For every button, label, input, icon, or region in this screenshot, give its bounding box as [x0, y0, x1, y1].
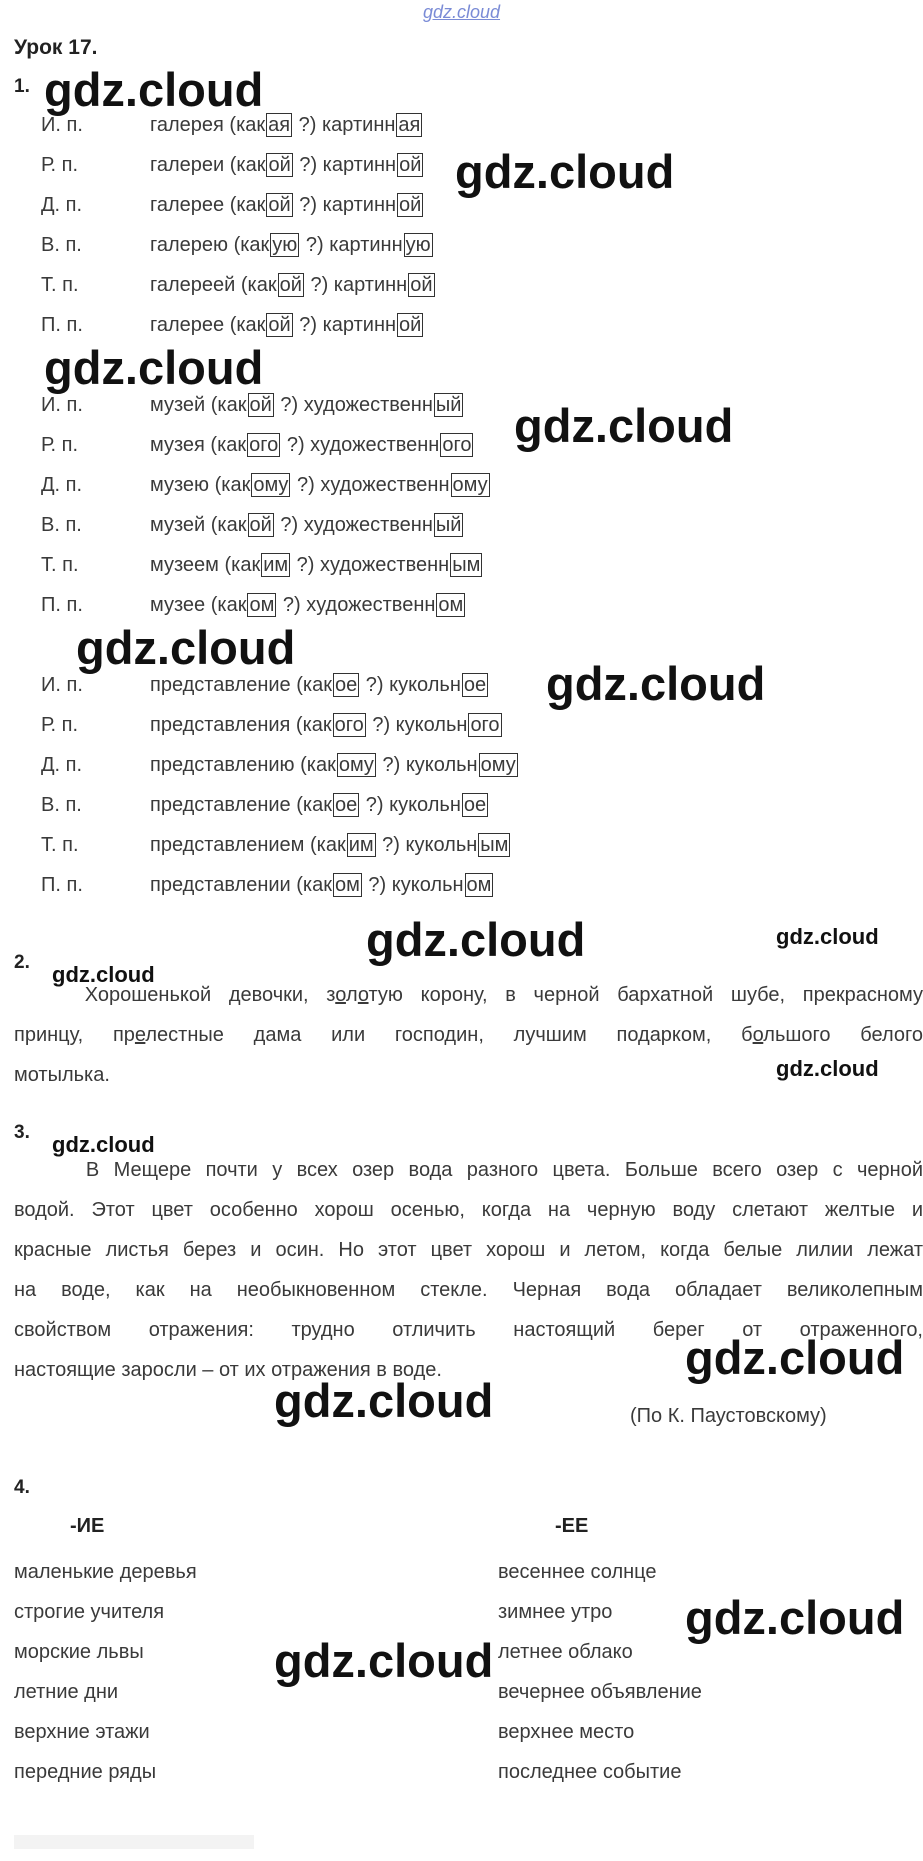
case-label: Д. п.: [41, 194, 83, 216]
task3-line: красные листья берез и осин. Но этот цвет хорош и летом, когда белые лилии лежат: [14, 1239, 923, 1261]
ending-box: ого: [249, 434, 279, 456]
task2-line: мотылька.: [14, 1064, 110, 1086]
ending-box: ая: [398, 114, 421, 136]
case-label: Р. п.: [41, 154, 79, 176]
word-pair: передние ряды: [14, 1761, 157, 1783]
ending-box: ую: [405, 234, 431, 256]
ending-box: ый: [435, 394, 462, 416]
case-label: И. п.: [41, 394, 83, 416]
word-pair: зимнее утро: [498, 1601, 613, 1623]
phrase: представлением (как им ?) кукольн ым: [150, 834, 509, 856]
task-number-1: 1.: [14, 76, 30, 97]
task3-line: свойством отражения: трудно отличить настоящий берег от отраженного,: [14, 1319, 923, 1341]
ending-box: ой: [268, 314, 291, 336]
case-label: Т. п.: [41, 834, 79, 856]
ending-box: ой: [399, 314, 422, 336]
ending-box: ая: [268, 114, 291, 136]
word-list-ie: [14, 1552, 197, 1792]
phrase: музеем (как им ?) художественн ым: [150, 554, 481, 576]
case-label: П. п.: [41, 594, 83, 616]
watermark: gdz.cloud: [366, 913, 586, 966]
watermark: gdz.cloud: [52, 1132, 155, 1157]
watermark: gdz.cloud: [274, 1634, 494, 1687]
watermark: gdz.cloud: [685, 1591, 905, 1644]
word-pair: летнее облако: [498, 1641, 633, 1663]
case-label: И. п.: [41, 114, 83, 136]
ending-box: ой: [249, 514, 272, 536]
case-label: В. п.: [41, 514, 82, 536]
ending-box: ую: [272, 234, 298, 256]
case-label: П. п.: [41, 314, 83, 336]
ending-box: ой: [249, 394, 272, 416]
task-number-3: 3.: [14, 1122, 30, 1143]
watermark: gdz.cloud: [44, 63, 264, 116]
ending-box: ой: [399, 154, 422, 176]
ending-box: ом: [335, 874, 360, 896]
phrase: музей (как ой ?) художественн ый: [150, 514, 462, 536]
declension-row: [0, 225, 923, 265]
footer-fragment: [14, 1835, 254, 1849]
watermark: gdz.cloud: [514, 399, 734, 452]
ending-box: ое: [463, 794, 487, 816]
phrase: представление (как ое ?) кукольн ое: [150, 794, 487, 816]
word-pair: маленькие деревья: [14, 1561, 197, 1583]
ending-box: ым: [452, 554, 481, 576]
case-label: Р. п.: [41, 714, 79, 736]
phrase: музее (как ом ?) художественн ом: [150, 594, 464, 616]
case-label: И. п.: [41, 674, 83, 696]
ending-box: ому: [338, 754, 374, 776]
ending-box: ой: [268, 194, 291, 216]
task-number-4: 4.: [14, 1477, 30, 1498]
declension-row: [0, 745, 923, 785]
case-label: В. п.: [41, 234, 82, 256]
declension-row: [0, 585, 923, 625]
column-header-ee: -ЕЕ: [555, 1515, 589, 1537]
word-pair: летние дни: [14, 1681, 119, 1703]
text-source: (По К. Паустовскому): [630, 1405, 827, 1427]
ending-box: ого: [442, 434, 472, 456]
ending-box: ое: [334, 674, 358, 696]
task2-line: Хорошенькой девочки, золотую корону, в черной бархатной шубе, прекрасному: [84, 984, 923, 1006]
word-pair: морские львы: [14, 1641, 144, 1663]
watermark: gdz.cloud: [76, 621, 296, 674]
underlined-vowel: о: [357, 984, 369, 1006]
ending-box: им: [348, 834, 374, 856]
declension-row: [0, 265, 923, 305]
watermark: gdz.cloud: [274, 1374, 494, 1427]
ending-box: ым: [480, 834, 509, 856]
case-label: П. п.: [41, 874, 83, 896]
case-label: В. п.: [41, 794, 82, 816]
phrase: представления (как ого ?) кукольн ого: [150, 714, 500, 736]
underlined-vowel: о: [335, 984, 346, 1006]
declension-row: [0, 545, 923, 585]
phrase: музея (как ого ?) художественн ого: [150, 434, 472, 456]
declension-row: [0, 425, 923, 465]
word-pair: вечернее объявление: [498, 1681, 702, 1703]
case-label: Д. п.: [41, 754, 83, 776]
phrase: галерею (как ую ?) картинн ую: [150, 234, 431, 256]
ending-box: ое: [463, 674, 487, 696]
watermark: gdz.cloud: [52, 962, 155, 987]
ending-box: ому: [253, 474, 289, 496]
phrase: галерее (как ой ?) картинн ой: [150, 194, 422, 216]
task3-line: настоящие заросли – от их отражения в воде.: [14, 1359, 442, 1381]
ending-box: ому: [452, 474, 488, 496]
phrase: представление (как ое ?) кукольн ое: [150, 674, 487, 696]
column-header-ie: -ИЕ: [70, 1515, 105, 1537]
ending-box: ого: [334, 714, 364, 736]
word-pair: верхнее место: [498, 1721, 635, 1743]
task2-line: принцу, прелестные дама или господин, лучшим подарком, большого белого: [14, 1024, 923, 1046]
watermark: gdz.cloud: [455, 145, 675, 198]
phrase: представлении (как ом ?) кукольн ом: [150, 874, 492, 896]
underlined-vowel: о: [752, 1024, 764, 1046]
watermark: gdz.cloud: [776, 1056, 879, 1081]
ending-box: ой: [268, 154, 291, 176]
word-pair: весеннее солнце: [498, 1561, 657, 1583]
declension-row: [0, 465, 923, 505]
watermark: gdz.cloud: [685, 1331, 905, 1384]
ending-box: ой: [399, 194, 422, 216]
phrase: галерея (как ая ?) картинн ая: [150, 114, 421, 136]
watermark: gdz.cloud: [44, 341, 264, 394]
declension-row: [0, 865, 923, 905]
ending-box: ому: [480, 754, 516, 776]
phrase: галерее (как ой ?) картинн ой: [150, 314, 422, 336]
ending-box: ый: [435, 514, 462, 536]
word-pair: строгие учителя: [14, 1601, 165, 1623]
watermark: gdz.cloud: [776, 924, 879, 949]
ending-box: ое: [334, 794, 358, 816]
ending-box: ой: [279, 274, 302, 296]
phrase: представлению (как ому ?) кукольн ому: [150, 754, 516, 776]
word-pair: последнее событие: [498, 1761, 682, 1783]
task3-line: водой. Этот цвет особенно хорош осенью, когда на черную воду слетают желтые и: [14, 1199, 923, 1221]
site-link[interactable]: gdz.cloud: [422, 2, 501, 22]
watermark: gdz.cloud: [546, 657, 766, 710]
declension-row: [0, 825, 923, 865]
phrase: музею (как ому ?) художественн ому: [150, 474, 488, 496]
declension-row: [0, 785, 923, 825]
word-pair: верхние этажи: [14, 1721, 150, 1743]
task3-line: В Мещере почти у всех озер вода разного цвета. Больше всего озер с черной: [85, 1159, 923, 1181]
word-list-ee: [498, 1552, 702, 1792]
phrase: галереи (как ой ?) картинн ой: [150, 154, 422, 176]
ending-box: ом: [466, 874, 492, 896]
ending-box: ого: [470, 714, 500, 736]
phrase: музей (как ой ?) художественн ый: [150, 394, 462, 416]
case-label: Д. п.: [41, 474, 83, 496]
declension-row: [0, 705, 923, 745]
task3-line: на воде, как на необыкновенном стекле. Черная вода обладает великолепным: [14, 1279, 923, 1301]
ending-box: ой: [410, 274, 433, 296]
task-number-2: 2.: [14, 952, 30, 973]
case-label: Т. п.: [41, 274, 79, 296]
underlined-vowel: е: [134, 1024, 146, 1046]
case-label: Т. п.: [41, 554, 79, 576]
phrase: галереей (как ой ?) картинн ой: [150, 274, 433, 296]
ending-box: ом: [438, 594, 464, 616]
case-label: Р. п.: [41, 434, 79, 456]
ending-box: им: [263, 554, 289, 576]
declension-row: [0, 305, 923, 345]
ending-box: ом: [249, 594, 275, 616]
declension-row: [0, 505, 923, 545]
lesson-title: Урок 17.: [14, 36, 98, 59]
